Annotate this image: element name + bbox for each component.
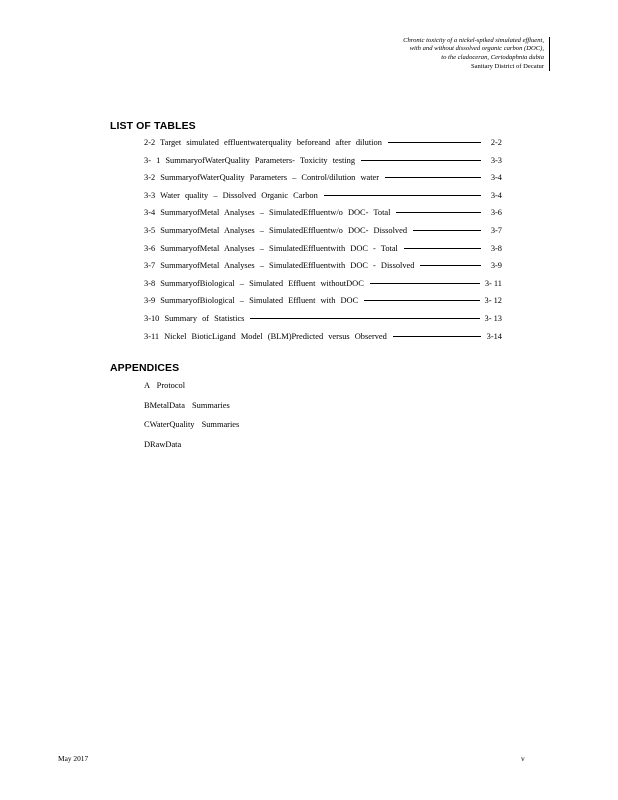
table-entry-title: 3-8 SummaryofBiological – Simulated Effluent withoutDOC xyxy=(144,278,364,288)
table-entry-title: 3-9 SummaryofBiological – Simulated Effluent with DOC xyxy=(144,296,359,306)
leader-line xyxy=(388,142,481,143)
table-entry-title: 2-2 Target simulated effluentwaterquality beforeand after dilution xyxy=(144,138,382,147)
leader-line xyxy=(420,265,481,266)
table-entry-page: 2-2 xyxy=(490,138,502,147)
table-entry[interactable] xyxy=(144,191,502,209)
table-entry-title: 3-5 SummaryofMetal Analyses – SimulatedEffluentw/o DOC- Dissolved xyxy=(144,225,408,235)
table-entry-page: 3-7 xyxy=(490,225,502,235)
appendices-heading: APPENDICES xyxy=(110,362,180,374)
table-entry[interactable] xyxy=(144,173,502,191)
leader-line xyxy=(404,248,481,249)
leader-line xyxy=(385,177,481,178)
table-entry-page: 3-8 xyxy=(490,243,502,253)
table-entry[interactable] xyxy=(144,226,502,244)
table-entry[interactable] xyxy=(144,314,502,332)
table-entry[interactable] xyxy=(144,156,502,174)
list-of-tables-heading: LIST OF TABLES xyxy=(110,120,196,132)
table-entry-title: 3-3 Water quality – Dissolved Organic Carbon xyxy=(144,190,318,200)
footer-page-number: v xyxy=(521,754,525,763)
leader-line xyxy=(324,195,481,196)
table-entry-title: 3- 1 SummaryofWaterQuality Parameters- Toxicity testing xyxy=(144,155,356,165)
table-entry-page: 3-9 xyxy=(490,261,502,271)
leader-line xyxy=(393,336,481,337)
list-of-tables xyxy=(144,138,502,349)
leader-line xyxy=(250,318,479,319)
table-entry-title: 3-6 SummaryofMetal Analyses – SimulatedEffluentwith DOC - Total xyxy=(144,243,398,253)
header-line-3: to the cladoceran, Ceriodaphnia dubia xyxy=(441,53,544,61)
table-entry-title: 3-4 SummaryofMetal Analyses – SimulatedEffluentw/o DOC- Total xyxy=(144,208,391,218)
table-entry-page: 3- 11 xyxy=(484,278,502,288)
leader-line xyxy=(370,283,480,284)
table-entry[interactable] xyxy=(144,138,502,156)
appendix-entry-d[interactable]: DRawData xyxy=(144,440,182,450)
table-entry-title: 3-11 Nickel BioticLigand Model (BLM)Predicted versus Observed xyxy=(144,331,387,341)
table-entry[interactable] xyxy=(144,296,502,314)
table-entry-title: 3-7 SummaryofMetal Analyses – SimulatedEffluentwith DOC - Dissolved xyxy=(144,261,415,271)
appendix-entry-c[interactable]: CWaterQuality Summaries xyxy=(144,420,240,430)
table-entry-page: 3-4 xyxy=(490,173,502,183)
leader-line xyxy=(413,230,481,231)
header-line-2: with and without dissolved organic carbon (DOC), xyxy=(409,45,544,53)
table-entry[interactable] xyxy=(144,261,502,279)
table-entry-page: 3- 13 xyxy=(484,313,502,323)
appendix-entry-b[interactable]: BMetalData Summaries xyxy=(144,400,230,410)
header-organization: Sanitary District of Decatur xyxy=(470,62,544,70)
table-entry-page: 3-14 xyxy=(486,331,502,341)
table-entry-page: 3-4 xyxy=(490,190,502,200)
table-entry-page: 3-3 xyxy=(490,155,502,165)
table-entry[interactable] xyxy=(144,332,502,350)
table-entry[interactable] xyxy=(144,279,502,297)
header-line-1: Chronic toxicity of a nickel-spiked simulated effluent, xyxy=(403,37,544,44)
footer-date: May 2017 xyxy=(58,754,89,763)
table-entry-title: 3-10 Summary of Statistics xyxy=(144,313,245,323)
table-entry[interactable] xyxy=(144,244,502,262)
leader-line xyxy=(361,160,481,161)
appendix-entry-a[interactable]: A Protocol xyxy=(144,381,186,390)
table-entry-page: 3- 12 xyxy=(484,296,502,306)
leader-line xyxy=(364,300,479,301)
table-entry-title: 3-2 SummaryofWaterQuality Parameters – Control/dilution water xyxy=(144,173,380,183)
leader-line xyxy=(396,212,481,213)
appendices-list xyxy=(144,381,239,460)
running-header xyxy=(294,37,550,71)
table-entry[interactable] xyxy=(144,208,502,226)
table-entry-page: 3-6 xyxy=(490,208,502,218)
